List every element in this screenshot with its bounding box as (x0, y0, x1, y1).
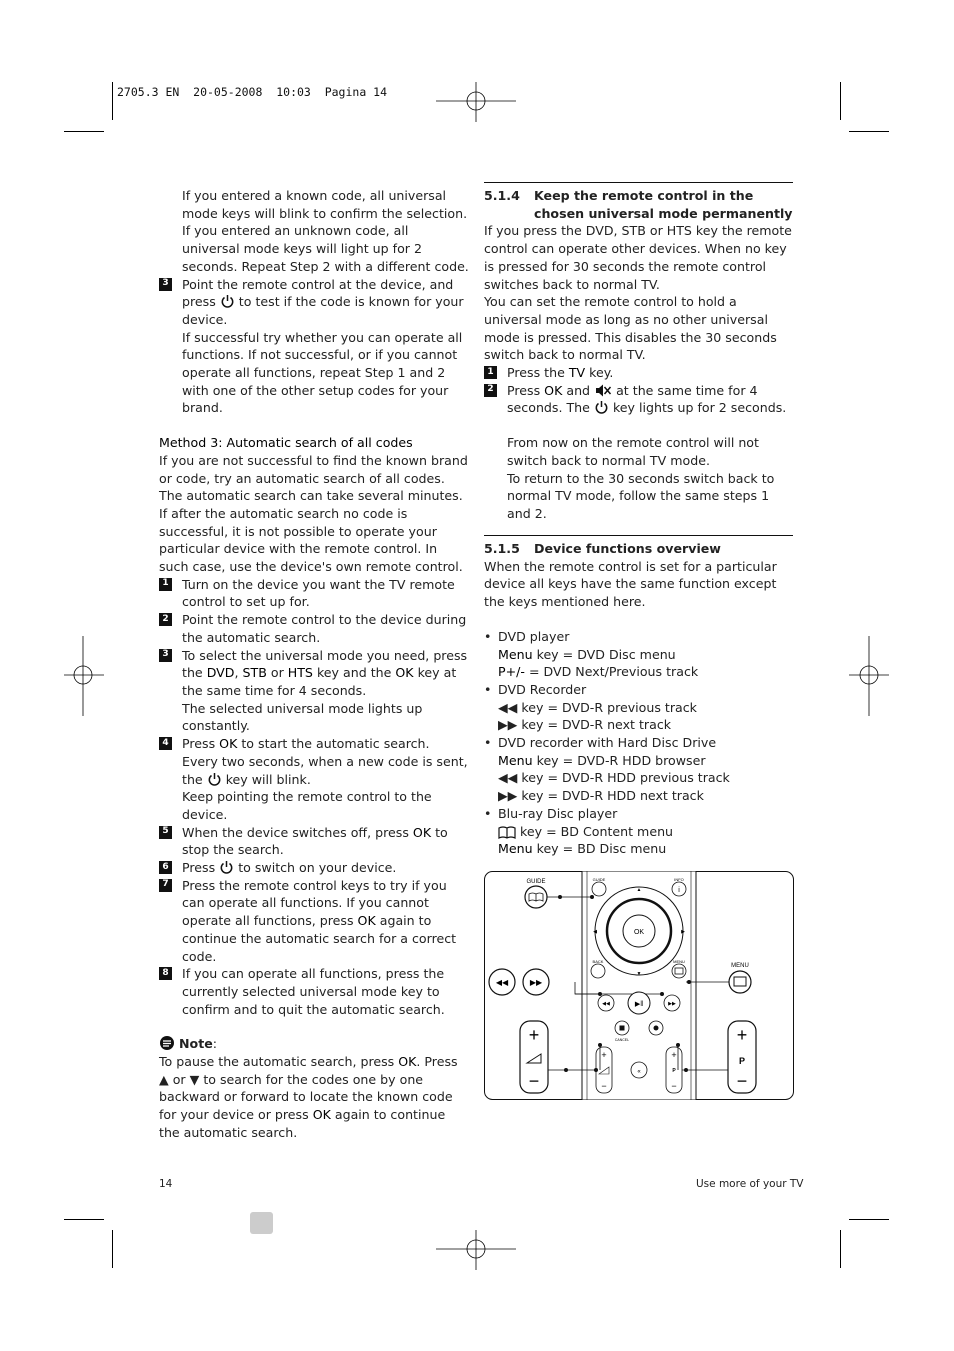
svg-text:▶▶: ▶▶ (668, 1001, 676, 1007)
guide-small-label: GUIDE (592, 877, 606, 882)
power-icon (219, 860, 234, 875)
intro-paragraph: If you entered a known code, all universal mode keys will blink to confirm the selection. If you entered an unknown code, all universal mode keys will light up for 2 seconds. Repeat Step 2 with a different code. (182, 188, 469, 274)
down-arrow-icon: ▼ (189, 1071, 200, 1087)
list-item: • DVD Recorder ◀◀ key = DVD-R previous track ▶▶ key = DVD-R next track (484, 681, 697, 733)
step-3: 3 Point the remote control at the device, and press to test if the code is known for your device. If successful try whether you can operate all functions. If not successful, or if you cannot operate all functions, repeat Step 1 and 2 with one of the other setup codes for your brand. (159, 276, 469, 418)
method-3-title: Method 3: Automatic search of all codes (159, 435, 413, 451)
crop-mark (840, 82, 841, 120)
svg-text:«: « (637, 1069, 641, 1075)
registration-mark-left (64, 636, 104, 716)
method-step-5: 5 When the device switches off, press OK to stop the search. (159, 824, 469, 859)
svg-text:+: + (671, 1050, 677, 1060)
right-column-2: 5.1.5 Device functions overview When the remote control is set for a particular device all keys have the same function except the keys mentioned here. • DVD player Menu key = DVD Disc menu P+/- = DVD Next/Previous track • DVD Recorder ◀◀ key = DVD-R previous track ▶▶ key = DVD-R next track • DVD recorder with Hard Disc Drive Menu key = DVD-R HDD browser ◀◀ key = DVD-R HDD previous track ▶▶ key = DVD-R HDD next track • Blu-ray Disc player key = BD Content menu Menu key = BD Disc menu (484, 540, 794, 858)
method-step-7: 7 Press the remote control keys to try if you can operate all functions. If you cannot operate all functions, press OK again to continue the automatic search for a correct code. (159, 877, 469, 966)
mute-icon (594, 383, 612, 398)
footer-section: Use more of your TV (696, 1178, 804, 1190)
note-icon (159, 1035, 175, 1051)
keep-step-2: 2 Press OK and at the same time for 4 seconds. The key lights up for 2 seconds. From now on the remote control will not switch back to normal TV mode. To return to the 30 seconds switch back to normal TV mode, follow the same steps 1 and 2. (484, 382, 794, 523)
back-button[interactable] (591, 964, 605, 978)
cancel-label: CANCEL (614, 1038, 630, 1042)
list-item: • Blu-ray Disc player key = BD Content menu Menu key = BD Disc menu (484, 805, 674, 857)
crop-mark (112, 1230, 113, 1268)
method-step-4: 4 Press OK to start the automatic search. Every two seconds, when a new code is sent, the key will blink. Keep pointing the remote control to the device. (159, 735, 469, 824)
section-heading-5-1-4: 5.1.4 Keep the remote control in the chosen universal mode permanently (484, 188, 793, 221)
up-arrow-icon: ▲ (159, 1071, 169, 1087)
right-column: 5.1.4 Keep the remote control in the chosen universal mode permanently If you press the DVD, STB or HTS key the remote control can operate other devices. When no key is pressed for 30 seconds the remote control switches back to normal TV. You can set the remote control to hold a universal mode as long as no other universal mode is pressed. This disables the 30 seconds switch back to normal TV. 1 Press the TV key. 2 Press OK and at the same time for 4 seconds. The key lights up for 2 seconds. From now on the remote control will not switch back to normal TV mode. To return to the 30 seconds switch back to normal TV mode, follow the same steps 1 and 2. (484, 188, 793, 521)
crop-mark (112, 82, 113, 120)
book-icon (498, 826, 516, 839)
guide-label: GUIDE (526, 879, 546, 885)
crop-mark (849, 1219, 889, 1220)
svg-text:◀◀: ◀◀ (602, 1001, 610, 1007)
method-step-3: 3 To select the universal mode you need, press the DVD, STB or HTS key and the OK key at the same time for 4 seconds. The selected universal mode lights up constantly. (159, 647, 469, 736)
svg-text:▶▶: ▶▶ (529, 978, 543, 987)
svg-text:◀◀: ◀◀ (495, 978, 509, 987)
rewind-icon: ◀◀ (498, 770, 518, 786)
menu-small-label: MENU (673, 959, 685, 964)
svg-text:−: − (601, 1081, 607, 1091)
back-label: BACK (592, 959, 604, 964)
svg-text:◀: ◀ (593, 929, 597, 935)
svg-text:+: + (601, 1050, 607, 1060)
fast-forward-icon: ▶▶ (498, 717, 518, 733)
power-icon (220, 294, 235, 309)
print-slug: 2705.3 EN 20-05-2008 10:03 Pagina 14 (117, 85, 388, 99)
crop-mark (64, 1219, 104, 1220)
registration-mark-right (849, 636, 889, 716)
method-paragraph: If after the automatic search no code is successful, it is not possible to operate your particular device with the remote control. In such case, use the device's own remote control. (159, 505, 463, 575)
power-icon (207, 772, 222, 787)
method-step-1: 1 Turn on the device you want the TV remote control to set up for. (159, 576, 469, 611)
list-item: • DVD recorder with Hard Disc Drive Menu key = DVD-R HDD browser ◀◀ key = DVD-R HDD previous track ▶▶ key = DVD-R HDD next track (484, 735, 730, 804)
svg-text:−: − (671, 1081, 677, 1091)
svg-text:−: − (528, 1071, 540, 1091)
svg-text:▲: ▲ (636, 887, 642, 893)
registration-mark-bottom (436, 1230, 516, 1270)
svg-text:▼: ▼ (636, 971, 642, 977)
keep-step-1: 1 Press the TV key. (484, 364, 794, 382)
svg-text:▶: ▶ (681, 929, 685, 935)
note-heading: Note: (159, 1035, 469, 1053)
section-heading-5-1-5: 5.1.5 Device functions overview (484, 541, 721, 556)
remote-control-illustration (484, 871, 794, 1100)
svg-text:▶‖: ▶‖ (634, 1001, 644, 1008)
page-tab-marker (250, 1212, 273, 1234)
list-item: • DVD player Menu key = DVD Disc menu P+/- = DVD Next/Previous track (484, 628, 699, 680)
page-number: 14 (159, 1178, 173, 1190)
svg-text:i: i (678, 887, 680, 894)
svg-text:P: P (672, 1068, 676, 1074)
svg-text:P: P (738, 1056, 746, 1066)
left-column (159, 187, 469, 1142)
menu-label: MENU (731, 963, 749, 969)
crop-mark (849, 131, 889, 132)
step-number: 3 (159, 278, 172, 291)
menu-button[interactable] (729, 971, 751, 993)
registration-mark-top (436, 82, 516, 122)
section-rule (484, 535, 793, 536)
method-step-6: 6 Press to switch on your device. (159, 859, 469, 877)
crop-mark (64, 131, 104, 132)
ok-label: OK (633, 929, 645, 936)
crop-mark (840, 1230, 841, 1268)
method-step-8: 8 If you can operate all functions, press the currently selected universal mode key to confirm and to quit the automatic search. (159, 965, 469, 1018)
method-paragraph: If you are not successful to find the known brand or code, try an automatic search of all codes. The automatic search can take several minutes. (159, 452, 468, 504)
fast-forward-icon: ▶▶ (498, 788, 518, 804)
svg-text:+: + (528, 1025, 540, 1045)
method-step-2: 2 Point the remote control to the device during the automatic search. (159, 611, 469, 646)
rewind-icon: ◀◀ (498, 699, 518, 715)
info-label: INFO (674, 877, 684, 882)
section-rule (484, 182, 793, 183)
power-icon (594, 400, 609, 415)
svg-text:+: + (736, 1025, 748, 1045)
svg-text:−: − (736, 1071, 748, 1091)
note-text: To pause the automatic search, press OK. Press ▲ or ▼ to search for the codes one by one backward or forward to locate the known code for your device or press OK again to continue the automatic search. (159, 1054, 458, 1140)
